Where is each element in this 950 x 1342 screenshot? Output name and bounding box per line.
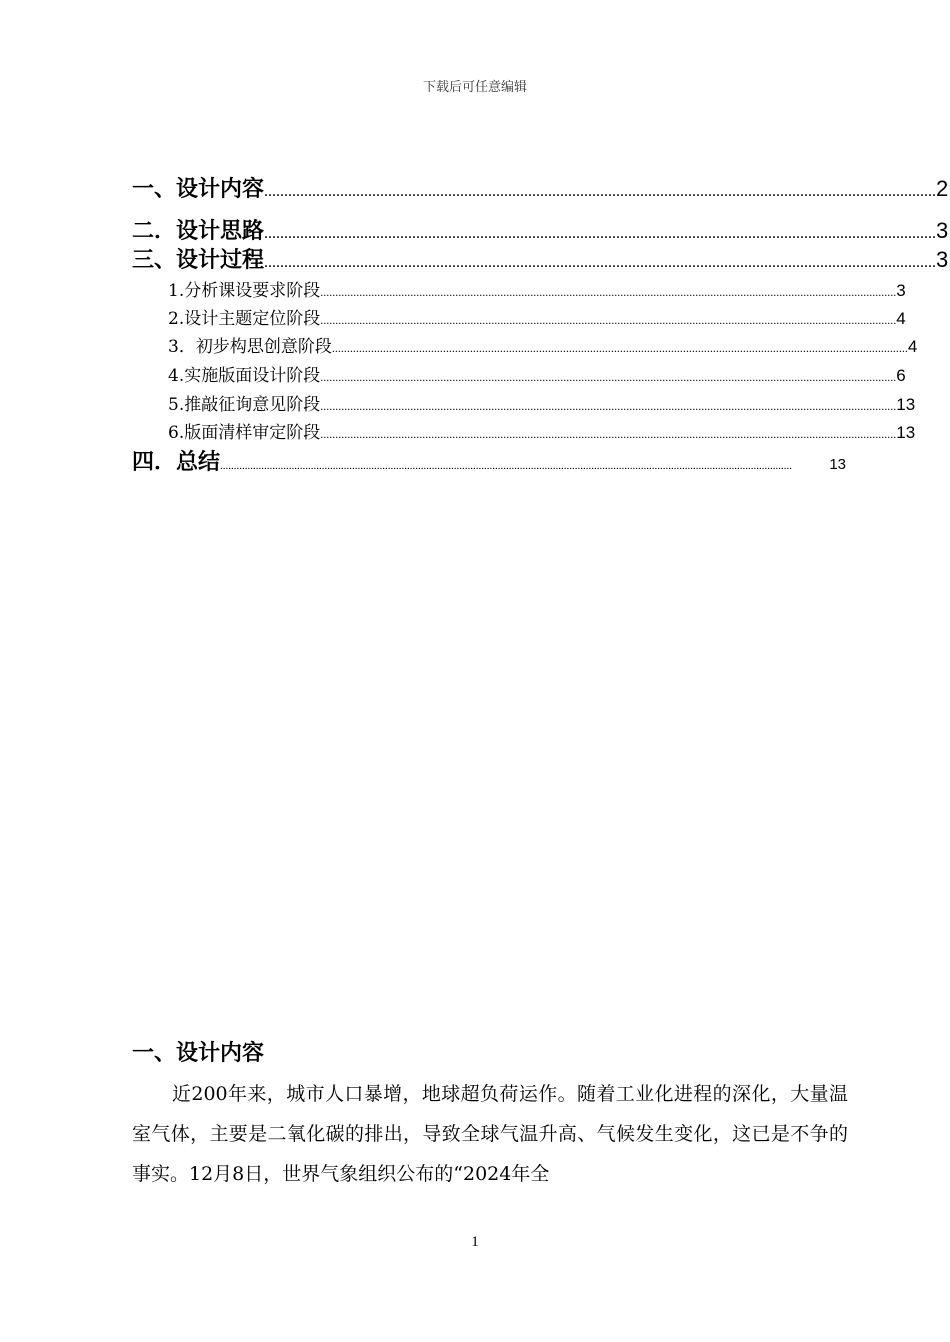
toc-entry-design-content[interactable] <box>132 172 949 203</box>
toc-entry-summary[interactable] <box>132 445 846 476</box>
toc-entry-label: 2.设计主题定位阶段 <box>168 309 321 329</box>
toc-entry-sub-1[interactable] <box>168 276 906 301</box>
toc-entry-sub-6[interactable] <box>168 418 916 443</box>
toc-entry-page: 2 <box>936 176 949 201</box>
toc-entry-design-process[interactable] <box>132 243 949 274</box>
header-note: 下载后可任意编辑 <box>422 80 527 95</box>
toc-entry-page: 6 <box>896 366 906 385</box>
toc-entry-page: 4 <box>896 309 906 328</box>
toc-entry-label: 6.版面清样审定阶段 <box>168 423 321 443</box>
toc-entry-sub-3[interactable] <box>168 332 918 357</box>
toc-leader-dots: ........................................................................................................................................................................ <box>264 183 937 200</box>
toc-entry-page: 4 <box>907 337 918 356</box>
toc-entry-design-idea[interactable] <box>132 214 949 245</box>
toc-leader-dots: ................................................................................................................................................................................................ <box>320 399 897 413</box>
toc-entry-label: 3．初步构思创意阶段 <box>168 337 332 357</box>
toc-entry-sub-5[interactable] <box>168 390 916 415</box>
toc-entry-label: 四．总结 <box>132 450 221 475</box>
toc-entry-page: 3 <box>936 218 949 243</box>
toc-entry-page: 13 <box>896 423 916 442</box>
toc-entry-sub-2[interactable] <box>168 304 906 329</box>
toc-leader-dots: ........................................................................................................................................................................ <box>264 225 937 242</box>
toc-leader-dots: ................................................................................................................................................................................................ <box>320 285 897 299</box>
toc-entry-page: 13 <box>829 456 846 473</box>
toc-entry-label: 4.实施版面设计阶段 <box>168 366 321 386</box>
toc-entry-label: 一、设计内容 <box>132 177 265 202</box>
toc-leader-dots: ........................................................................................................................................................................ <box>264 254 937 271</box>
toc-entry-label: 5.推敲征询意见阶段 <box>168 395 321 415</box>
toc-leader-dots: ................................................................................................................................................................................................ <box>320 370 897 384</box>
body-paragraph: 近200年来，城市人口暴增，地球超负荷运作。随着工业化进程的深化，大量温室气体，主要是二氧化碳的排出，导致全球气温升高、气候发生变化，这已是不争的事实。12月8日，世界气象组织公布的“2024年全 <box>132 1083 848 1185</box>
toc-entry-page: 3 <box>896 281 906 300</box>
toc-entry-sub-4[interactable] <box>168 361 906 386</box>
toc-leader-dots: ................................................................................................................................................................................................ <box>320 427 897 441</box>
page-number: 1 <box>471 1234 479 1250</box>
toc-leader-dots: ................................................................................................................................................................................................ <box>320 313 897 327</box>
section-heading: 一、设计内容 <box>132 1041 265 1066</box>
toc-entry-label: 三、设计过程 <box>132 248 265 273</box>
toc-entry-label: 二．设计思路 <box>132 219 265 244</box>
toc-leader-dots: ................................................................................................................................................................................................ <box>331 341 908 355</box>
toc-entry-page: 13 <box>896 395 916 414</box>
toc-entry-label: 1.分析课设要求阶段 <box>168 281 321 301</box>
toc-entry-page: 3 <box>936 247 949 272</box>
toc-leader-dots: ................................................................................................................................................................................................................ <box>220 460 793 472</box>
